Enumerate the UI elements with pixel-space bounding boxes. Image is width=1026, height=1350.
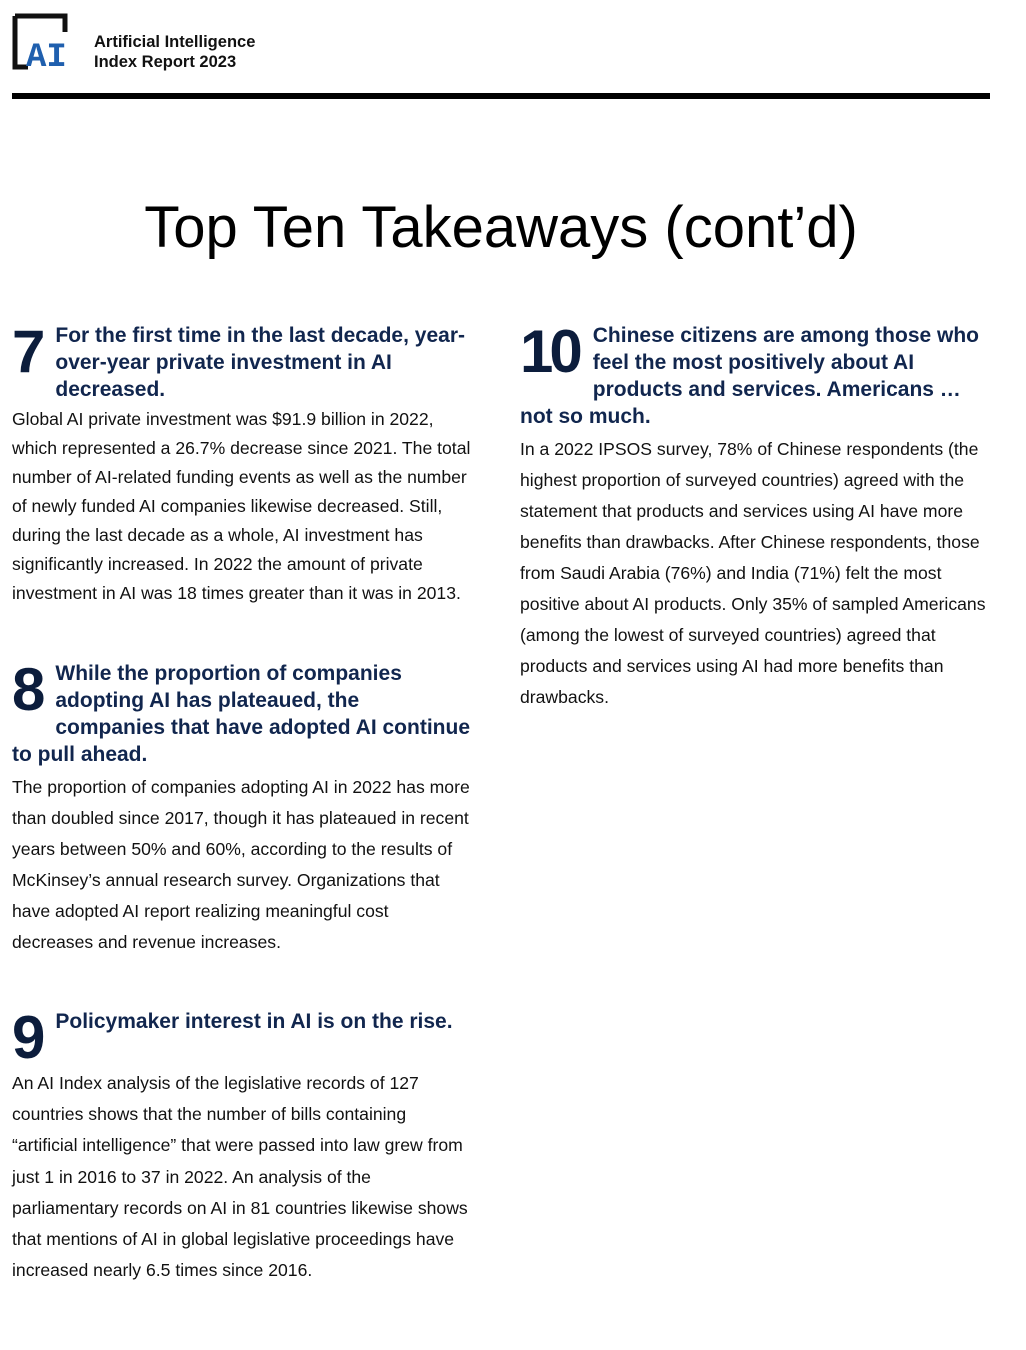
page-title: Top Ten Takeaways (cont’d) xyxy=(144,195,858,260)
takeaway-10 xyxy=(520,318,995,713)
takeaway-number: 9 xyxy=(12,1004,46,1071)
takeaway-headline-text: Policymaker interest in AI is on the rise. xyxy=(55,1010,453,1033)
takeaway-number: 8 xyxy=(12,656,46,723)
takeaway-headline xyxy=(520,318,995,430)
header-divider xyxy=(12,93,990,99)
report-title-line1: Artificial Intelligence xyxy=(94,33,256,51)
takeaway-body: In a 2022 IPSOS survey, 78% of Chinese respondents (the highest proportion of surveyed countries) agreed with the statement that products and services using AI have more benefits than drawbacks. After Chinese respondents, those from Saudi Arabia (76%) and India (71%) felt the most positive about AI products. Only 35% of sampled Americans (among the lowest of surveyed countries) agreed that products and services using AI had more benefits than drawbacks. xyxy=(520,439,986,707)
takeaway-headline-text: For the first time in the last decade, year-over-year private investment in AI decreased. xyxy=(55,324,465,401)
takeaway-headline-text: While the proportion of companies adopting AI has plateaued, the companies that have adopted AI continue to pull ahead. xyxy=(12,662,470,766)
logo-text: AI xyxy=(26,39,67,72)
takeaway-8 xyxy=(12,656,472,958)
takeaway-number: 7 xyxy=(12,318,46,385)
takeaway-9 xyxy=(12,1004,472,1286)
takeaway-7 xyxy=(12,318,472,608)
takeaway-headline-text: Chinese citizens are among those who feel the most positively about AI products and services. Americans … not so much. xyxy=(520,324,980,428)
takeaway-body: An AI Index analysis of the legislative records of 127 countries shows that the number of bills containing “artificial intelligence” that were passed into law grew from just 1 in 2016 to 37 in 2022. An analysis of the parliamentary records on AI in 81 countries likewise shows that mentions of AI in global legislative proceedings have increased nearly 6.5 times since 2016. xyxy=(12,1073,468,1281)
takeaway-headline xyxy=(12,656,472,768)
takeaway-number: 10 xyxy=(520,318,579,385)
report-title-line2: Index Report 2023 xyxy=(94,53,237,71)
takeaway-headline xyxy=(12,1004,472,1071)
takeaway-body: Global AI private investment was $91.9 billion in 2022, which represented a 26.7% decrease since 2021. The total number of AI-related funding events as well as the number of newly funded AI companies likewise decreased. Still, during the last decade as a whole, AI investment has significantly increased. In 2022 the amount of private investment in AI was 18 times greater than it was in 2013. xyxy=(12,409,471,603)
ai-index-logo xyxy=(12,12,76,72)
report-title xyxy=(94,32,255,72)
takeaway-headline xyxy=(12,318,472,403)
takeaway-body: The proportion of companies adopting AI in 2022 has more than doubled since 2017, though it has plateaued in recent years between 50% and 60%, according to the results of McKinsey’s annual research survey. Organizations that have adopted AI report realizing meaningful cost decreases and revenue increases. xyxy=(12,777,470,952)
report-header xyxy=(12,12,990,100)
